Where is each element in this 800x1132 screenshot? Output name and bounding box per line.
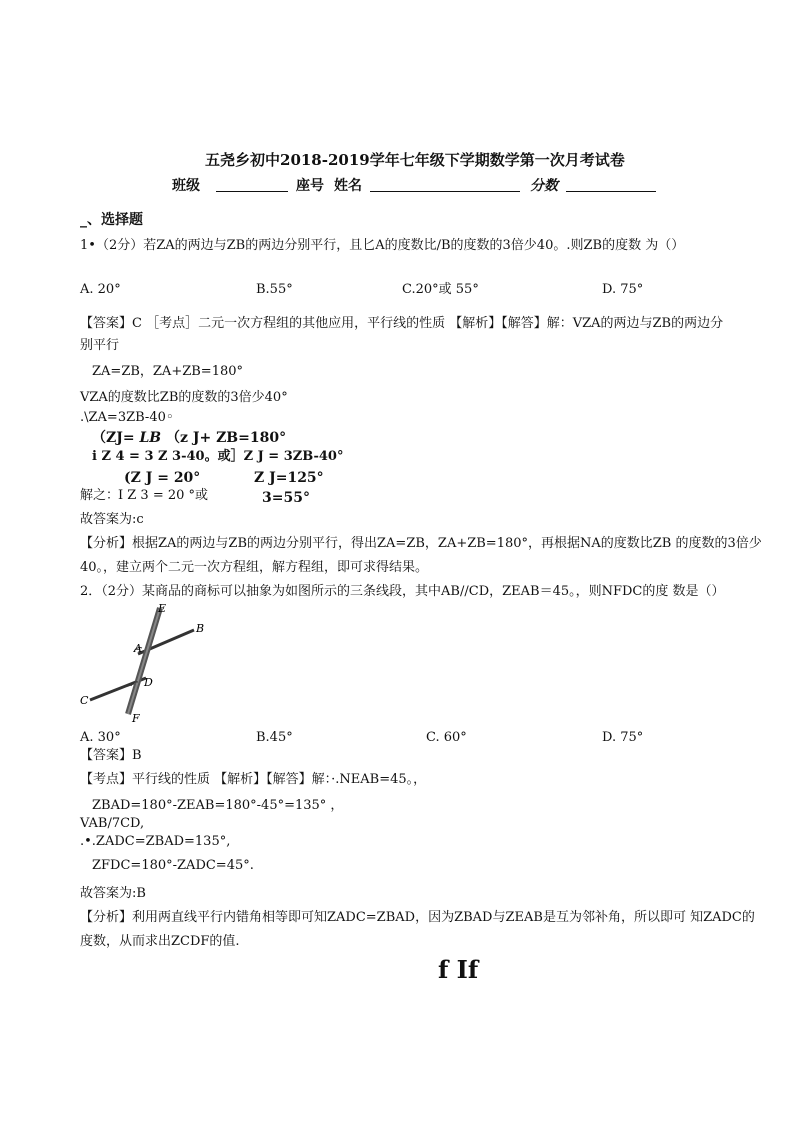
q2-option-d: D. 75° <box>602 730 644 745</box>
q1-solution-label: 解之： <box>80 488 120 503</box>
q2-analysis-head: 【考点】平行线的性质 【解析】【解答】解：·.NEAB=45。， <box>80 772 427 787</box>
q2-calc-4: ZFDC=180°-ZADC=45°. <box>92 858 254 873</box>
q2-answer: 【答案】B <box>80 748 142 763</box>
q1-calc-1: ZA=ZB，ZA+ZB=180° <box>92 364 244 379</box>
q1-calc-3: .\ZA=3ZB-40◦ <box>80 410 174 425</box>
q1-system-line-1 <box>92 430 286 446</box>
label-f: F <box>132 712 140 724</box>
q1-solution-2b: 3=55° <box>262 490 310 506</box>
q2-stem: 2．（2分）某商品的商标可以抽象为如图所示的三条线段，其中AB//CD，ZEAB＝45。，则NFDC的度 数是（） <box>80 584 725 599</box>
q1-option-b: B.55° <box>256 282 293 297</box>
q1-system-line-2: i Z 4 = 3 Z 3-40。或］Z J = 3ZB-40° <box>92 449 344 464</box>
class-label: 班级 <box>172 178 200 194</box>
q1-analysis-line-1: 【分析】根据ZA的两边与ZB的两边分别平行，得出ZA=ZB，ZA+ZB=180°，再根据NA的度数比ZB 的度数的3倍少 <box>80 536 762 551</box>
section-title: _、选择题 <box>80 212 143 228</box>
q1-solution-1a: (Z J = 20° <box>124 470 201 486</box>
trademark-figure <box>76 602 208 724</box>
q1-answer-line-1: 【答案】C ［考点］二元一次方程组的其他应用，平行线的性质 【解析】【解答】解：VZA的两边与ZB的两边分 <box>80 316 724 331</box>
q2-analysis-line-2: 度数，从而求出ZCDF的值. <box>80 934 240 949</box>
score-blank <box>566 191 656 192</box>
q1-answer-line-2: 别平行 <box>80 338 120 353</box>
q1-option-d: D. 75° <box>602 282 644 297</box>
label-b: B <box>196 622 205 635</box>
q2-option-b: B.45° <box>256 730 293 745</box>
class-blank <box>216 191 288 192</box>
label-e: E <box>158 602 167 615</box>
q1-option-a: A. 20° <box>80 282 121 297</box>
label-d: D <box>144 676 153 689</box>
q2-calc-2: VAB/7CD, <box>80 816 145 831</box>
name-label: 姓名 <box>334 178 362 194</box>
label-a: A <box>134 642 142 655</box>
label-c: C <box>80 694 89 707</box>
q2-calc-3: .•.ZADC=ZBAD=135°, <box>80 834 231 849</box>
footer-mark: f If <box>438 955 479 984</box>
name-blank <box>370 191 520 192</box>
q1-system-1-angle: LB <box>139 430 162 446</box>
q2-analysis-line-1: 【分析】利用两直线平行内错角相等即可知ZADC=ZBAD，因为ZBAD与ZEAB是互为邻补角，所以即可 知ZADC的 <box>80 910 755 925</box>
q1-stem: 1•（2分）若ZA的两边与ZB的两边分别平行，且匕A的度数比/B的度数的3倍少40。.则ZB的度数 为（） <box>80 238 685 253</box>
q1-analysis-line-2: 40。，建立两个二元一次方程组，解方程组，即可求得结果。 <box>80 560 429 575</box>
q2-conclusion: 故答案为:B <box>80 886 146 901</box>
score-label: 分数 <box>530 178 558 194</box>
q1-system-1-start: （ZJ= <box>92 430 135 446</box>
q1-system-1-end: （z J+ ZB=180° <box>166 430 287 446</box>
seat-label: 座号 <box>296 178 324 194</box>
q2-calc-1: ZBAD=180°-ZEAB=180°-45°=135° ， <box>92 798 344 813</box>
q2-option-c: C. 60° <box>426 730 467 745</box>
q1-option-c: C.20°或 55° <box>402 282 479 297</box>
q2-option-a: A. 30° <box>80 730 121 745</box>
segment-ef-highlight <box>128 608 160 714</box>
page-title: 五尧乡初中2018-2019学年七年级下学期数学第一次月考试卷 <box>205 151 625 169</box>
q1-solution-2a: I Z 3 = 20 °或 <box>118 488 209 503</box>
q1-calc-2: VZA的度数比ZB的度数的3倍少40° <box>80 390 288 405</box>
q1-conclusion: 故答案为:c <box>80 512 144 527</box>
q1-solution-1b: Z J=125° <box>254 470 324 486</box>
